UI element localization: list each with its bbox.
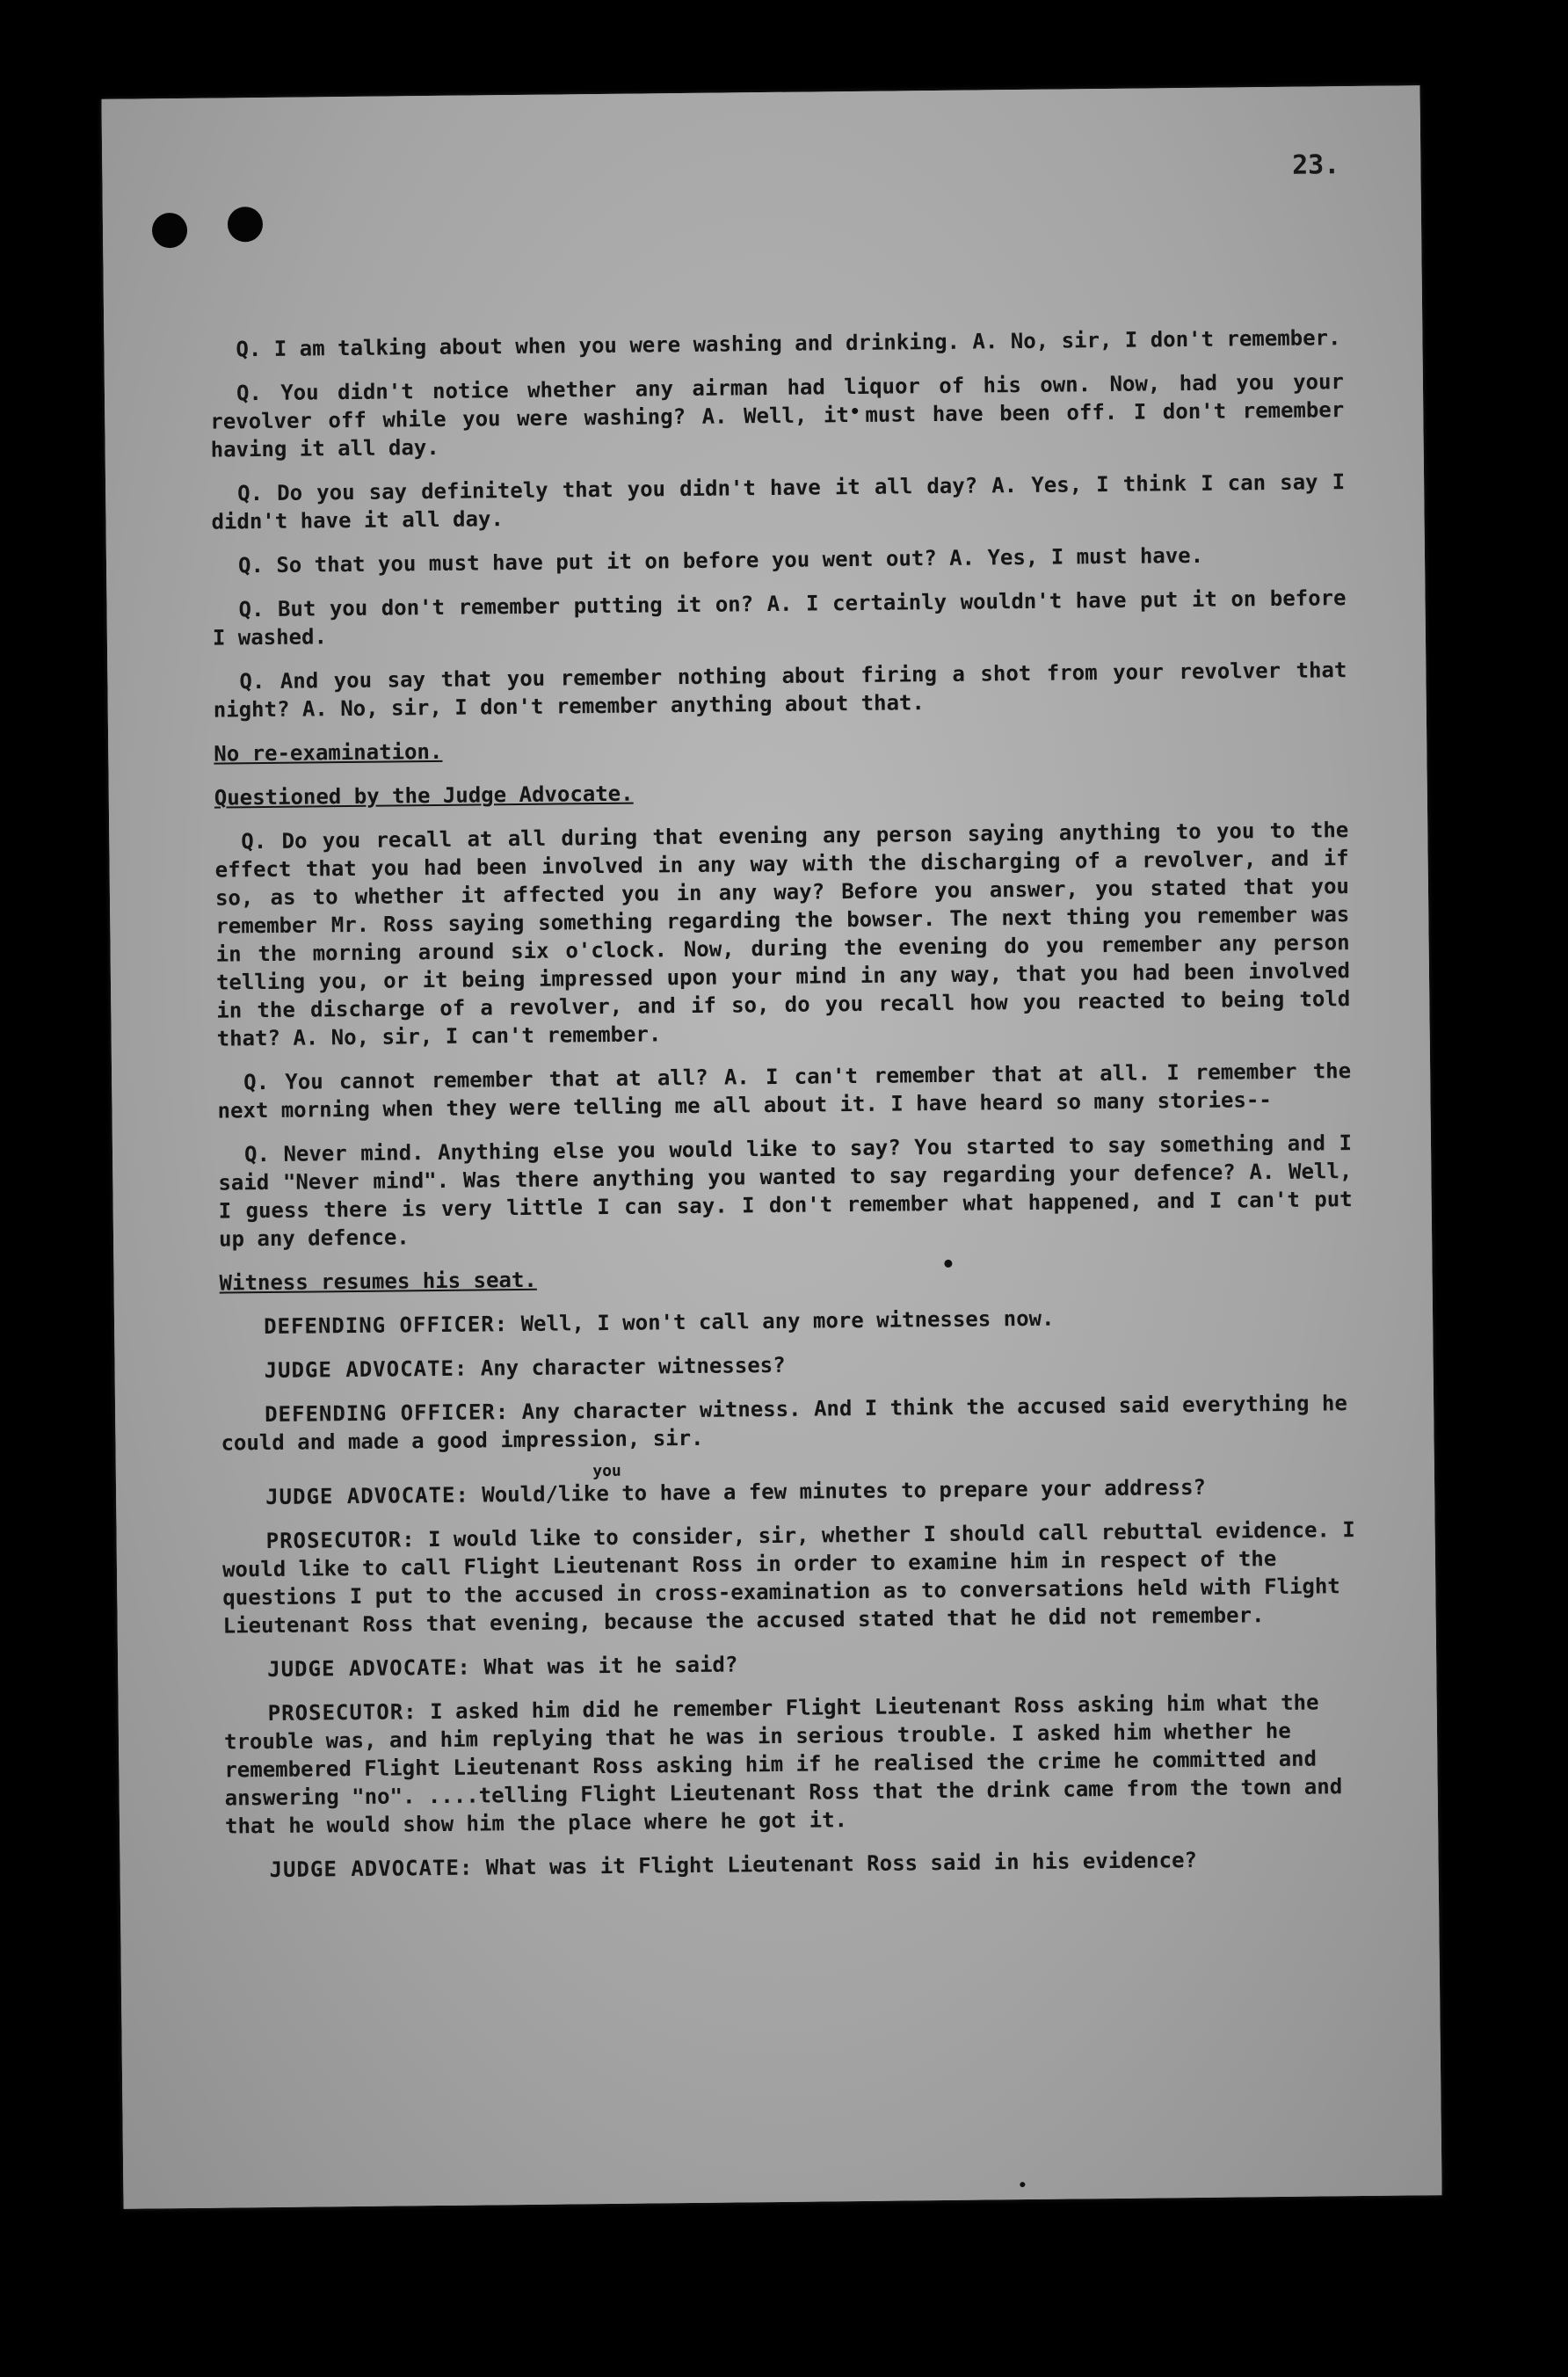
qa-paragraph: Q. You didn't notice whether any airman had liquor of his own. Now, had you your revolver off while you were washing? A. Well, it must have been off. I don't remember having it all day. [210,369,1345,462]
speaker-label: JUDGE ADVOCATE: [267,1654,472,1683]
handwritten-insertion: you [592,1461,621,1481]
interlinear-insertion: you / [545,1461,621,1507]
speaker-label: JUDGE ADVOCATE: [265,1482,470,1510]
exchange-text: Any character witness. And I think the accused said everything he could and made a good impression, sir. [221,1391,1347,1456]
exchange-text: What was it he said? [483,1652,738,1680]
transcript-body [209,323,1360,1900]
qa-paragraph: Q. Do you say definitely that you didn't have it all day? A. Yes, I think I can say I didn't have it all day. [211,469,1346,534]
speaker-label: JUDGE ADVOCATE: [264,1356,468,1384]
qa-paragraph: Q. And you say that you remember nothing about firing a shot from your revolver that night? A. No, sir, I don't remember anything about that. [213,658,1347,723]
exchange-line [221,1389,1355,1457]
exchange-line [224,1688,1360,1840]
exchange-text: I asked him did he remember Flight Lieutenant Ross asking him what the trouble was, and him replying that he was in serious trouble. I asked him whether he remembered Flight Lieutenant Ross asking him if he realised the crime he committed and answering "no". ....telling Flight Lieutenant Ross that the drink came from the town and that he would show him the place where he got it. [223,1690,1343,1839]
speaker-label: JUDGE ADVOCATE: [269,1855,474,1883]
ink-speck [1020,2182,1025,2187]
heading-questioned-by-judge-advocate: Questioned by the Judge Advocate. [214,781,634,811]
qa-paragraph: Q. So that you must have put it on before you went out? A. Yes, I must have. [237,542,1204,578]
exchange-text: Any character witnesses? [480,1352,786,1381]
ja-question-paragraph: Q. Never mind. Anything else you would like to say? You started to say something and I said "Never mind". Was there anything you wanted to say regarding your defence? A. Well, I guess there is very little I can say. I don't remember what happened, and I can't put up any defence. [218,1130,1353,1252]
exchange-line [220,1301,1354,1341]
heading-witness-resumes-seat: Witness resumes his seat. [219,1267,537,1296]
punch-hole-left [152,213,187,248]
exchange-text: I would like to consider, sir, whether I should call rebuttal evidence. I would like to call Flight Lieutenant Ross in order to examine him in respect of the questions I put to the accused in cross-examination as to conversations held with Flight Lieutenant Ross that evening, because the accused stated that he did not remember. [221,1517,1355,1639]
speaker-label: PROSECUTOR: [265,1527,416,1554]
exchange-line [221,1516,1356,1640]
speaker-label: PROSECUTOR: [267,1699,417,1726]
heading-no-reexamination: No re-examination. [214,738,443,767]
exchange-line [220,1345,1354,1385]
document-page [101,85,1441,2209]
ja-question-paragraph: Q. Do you recall at all during that evening any person saying anything to you to the effect that you had been involved in any way with the discharging of a revolver, and if so, as to whether it affected you in any way? Before you answer, you stated that you remember Mr. Ross saying something regarding the bowser. The next thing you remember was in the morning around six o'clock. Now, during the evening do you remember any person telling you, or it being impressed upon your mind in any way, that you had been involved in the discharge of a revolver, and if so, do you recall how you reacted to being told that? A. No, sir, I can't remember. [214,818,1351,1051]
exchange-text-after: like to have a few minutes to prepare your address? [557,1474,1207,1507]
exchange-text: Well, I won't call any more witnesses now. [520,1305,1055,1336]
ja-question-paragraph: Q. You cannot remember that at all? A. I can't remember that at all. I remember the next morning when they were telling me all about it. I have heard so many stories-- [217,1058,1352,1123]
speaker-label: DEFENDING OFFICER: [265,1399,510,1428]
exchange-text-before: Would [482,1481,546,1508]
exchange-line [223,1644,1357,1684]
exchange-line [221,1461,1355,1512]
qa-paragraph: Q. I am talking about when you were washing and drinking. A. No, sir, I don't remember. [236,325,1341,362]
page-number: 23. [1291,149,1340,181]
punch-hole-right [228,207,263,242]
speaker-label: DEFENDING OFFICER: [263,1312,509,1340]
qa-paragraph: Q. But you don't remember putting it on? A. I certainly wouldn't have put it on before I washed. [212,585,1347,651]
exchange-text: What was it Flight Lieutenant Ross said in his evidence? [485,1847,1198,1880]
exchange-line [225,1844,1359,1885]
